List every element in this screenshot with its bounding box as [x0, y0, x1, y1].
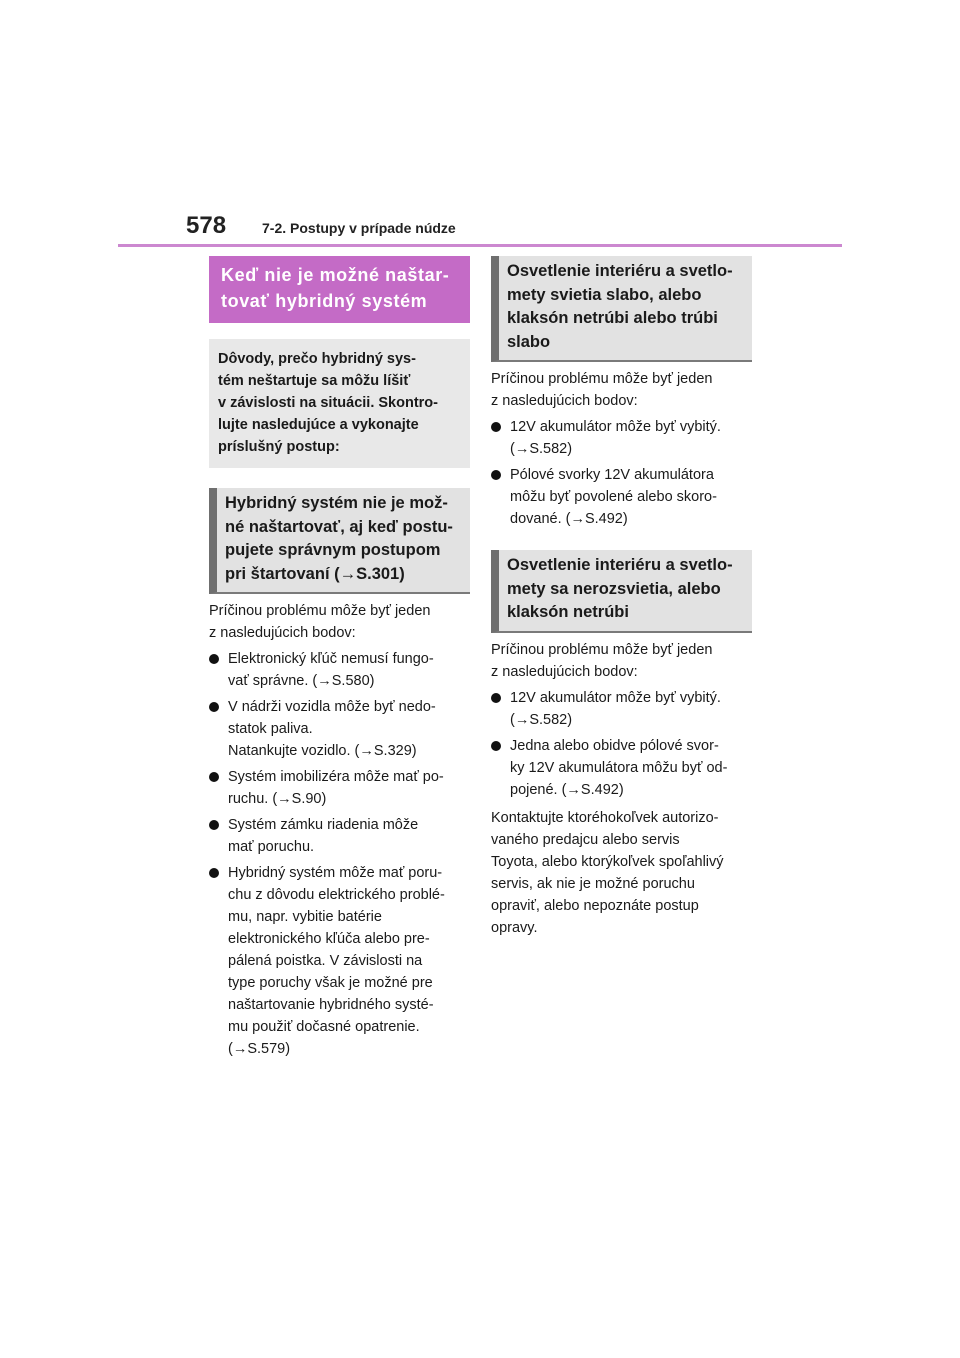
list-item: Hybridný systém môže mať poru- chu z dôvodu elektrického problé- mu, napr. vybitie batérie elektronického kľúča alebo pre- pálená poistka. V závislosti na type poruchy však je možné pre naštartovanie hybridného systé- mu použiť dočasné opatrenie. (→S.579): [209, 862, 470, 1060]
cause-list: [491, 687, 752, 801]
lead-text: Príčinou problému môže byť jeden z nasledujúcich bodov:: [491, 371, 713, 409]
list-item: Elektronický kľúč nemusí fungo- vať správne. (→S.580): [209, 648, 470, 692]
bullet-icon: [491, 693, 501, 703]
list-item: Systém zámku riadenia môže mať poruchu.: [209, 814, 470, 858]
list-item: Systém imobilizéra môže mať po- ruchu. (→S.90): [209, 766, 470, 810]
list-item: 12V akumulátor môže byť vybitý. (→S.582): [491, 416, 752, 460]
right-column: [491, 256, 752, 939]
bullet-icon: [491, 470, 501, 480]
left-column: [209, 256, 470, 1060]
subsection-heading: Osvetlenie interiéru a svetlo- mety svietia slabo, alebo klaksón netrúbi alebo trúbi slabo: [491, 256, 752, 362]
bullet-icon: [209, 868, 219, 878]
bullet-icon: [209, 772, 219, 782]
main-section-heading: Keď nie je možné naštar- tovať hybridný systém: [209, 256, 470, 323]
subsection-heading: Osvetlenie interiéru a svetlo- mety sa nerozsvietia, alebo klaksón netrúbi: [491, 550, 752, 633]
chapter-title: 7-2. Postupy v prípade núdze: [262, 220, 456, 236]
bullet-icon: [209, 702, 219, 712]
list-item: 12V akumulátor môže byť vybitý. (→S.582): [491, 687, 752, 731]
subsection-heading: Hybridný systém nie je mož- né naštartovať, aj keď postu- pujete správnym postupom pri štartovaní (→S.301): [209, 488, 470, 594]
header-rule: [118, 244, 842, 247]
closing-text: Kontaktujte ktoréhokoľvek autorizo- vaného predajcu alebo servis Toyota, alebo ktorýkoľvek spoľahlivý servis, ak nie je možné poruchu opraviť, alebo nepoznáte postup opravy.: [491, 809, 724, 936]
list-item: V nádrži vozidla môže byť nedo- statok paliva. Natankujte vozidlo. (→S.329): [209, 696, 470, 762]
page-number: 578: [186, 212, 227, 239]
lead-text: Príčinou problému môže byť jeden z nasledujúcich bodov:: [491, 641, 713, 680]
bullet-icon: [209, 820, 219, 830]
cause-list: [491, 416, 752, 530]
bullet-icon: [491, 741, 501, 751]
list-item: Pólové svorky 12V akumulátora môžu byť povolené alebo skoro- dované. (→S.492): [491, 464, 752, 530]
lead-text: Príčinou problému môže byť jeden z nasledujúcich bodov:: [209, 603, 431, 641]
cause-list: [209, 648, 470, 1060]
bullet-icon: [491, 422, 501, 432]
bullet-icon: [209, 654, 219, 664]
intro-box: Dôvody, prečo hybridný sys- tém neštartuje sa môžu líšiť v závislosti na situácii. Skontro- lujte nasledujúce a vykonajte príslušný postup:: [209, 339, 470, 468]
list-item: Jedna alebo obidve pólové svor- ky 12V akumulátora môžu byť od- pojené. (→S.492): [491, 735, 752, 801]
